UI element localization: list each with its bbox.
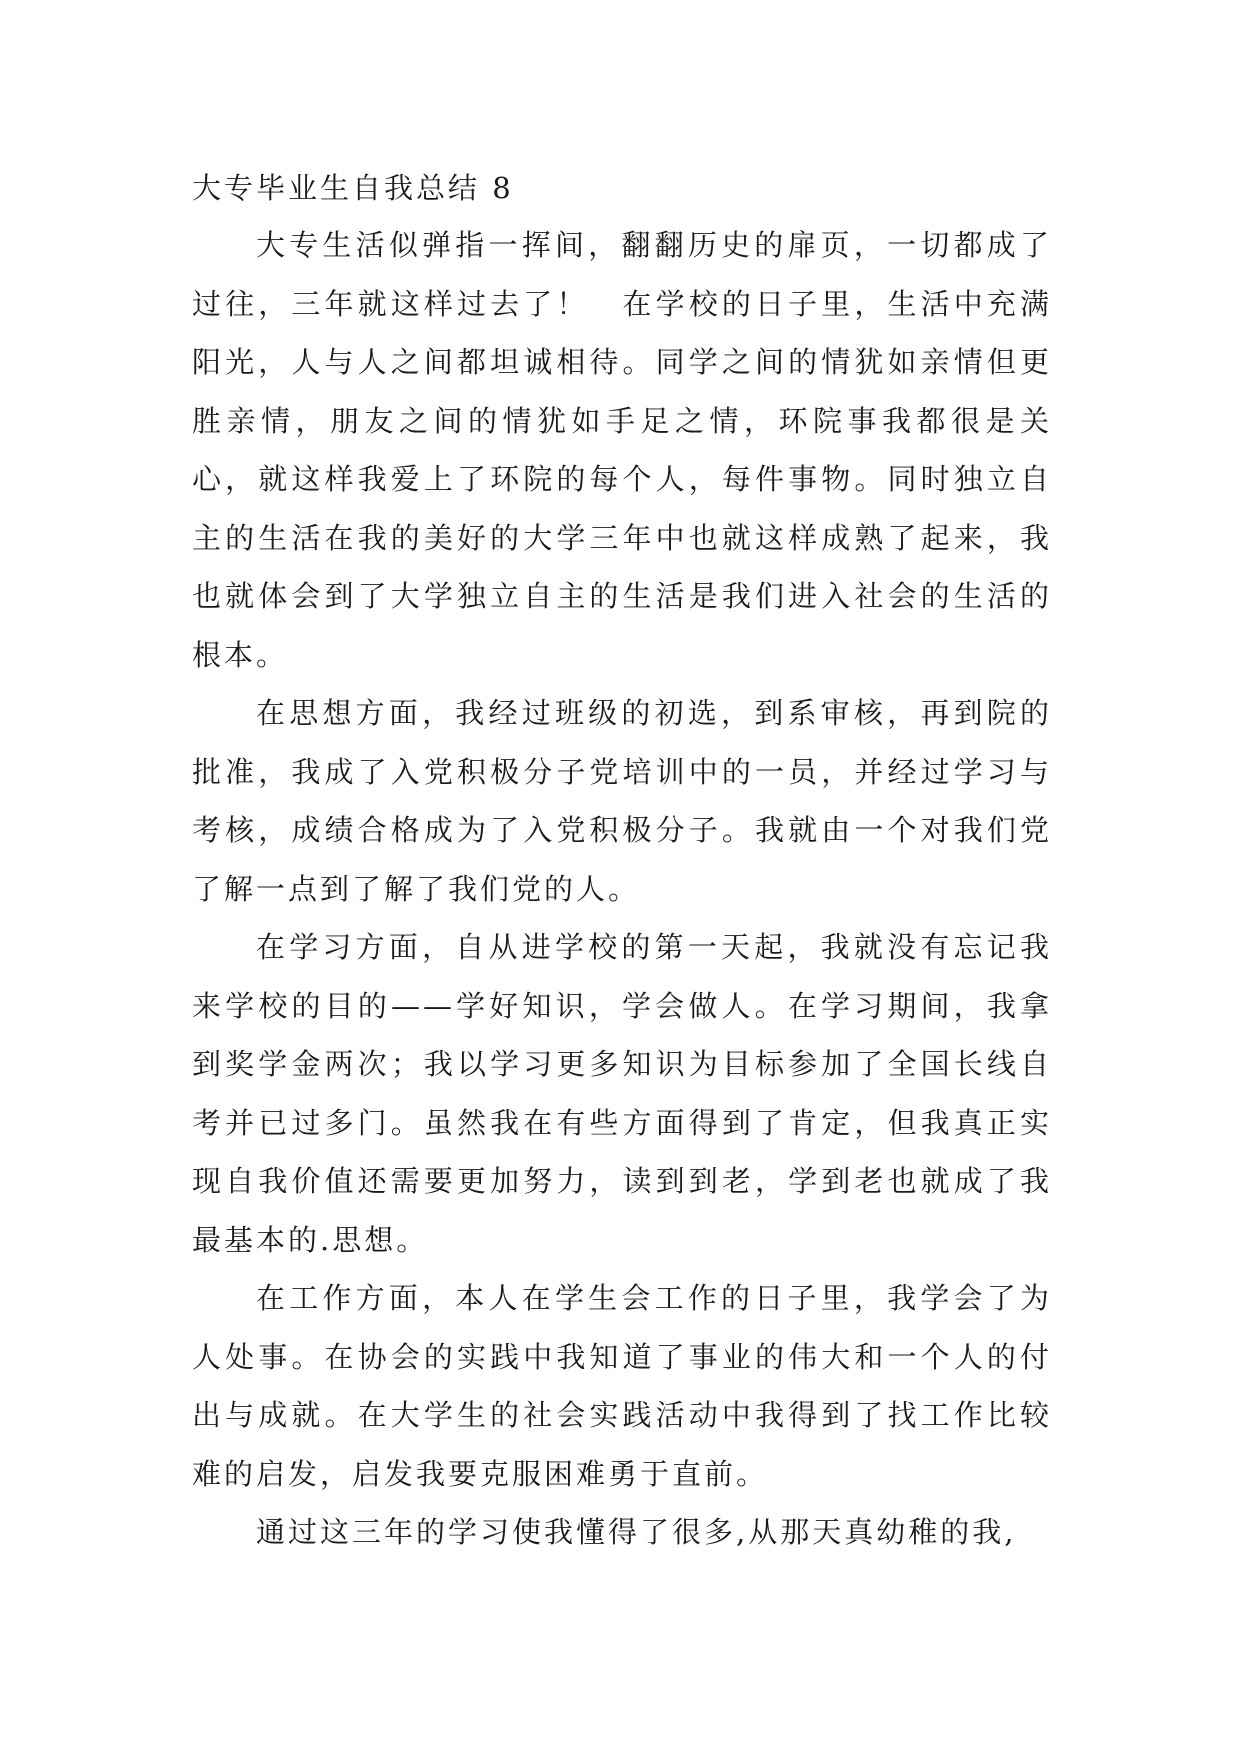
paragraph-study: 在学习方面，自从进学校的第一天起，我就没有忘记我来学校的目的——学好知识，学会做人。在学习期间，我拿到奖学金两次；我以学习更多知识为目标参加了全国长线自考并已过多门。虽然我在有些方面得到了肯定，但我真正实现自我价值还需要更加努力，读到到老，学到老也就成了我最基本的.思想。 (192, 930, 1052, 1257)
document-body (192, 160, 1052, 1562)
paragraph-intro: 大专生活似弹指一挥间，翻翻历史的扉页，一切都成了过往，三年就这样过去了！ 在学校的日子里，生活中充满阳光，人与人之间都坦诚相待。同学之间的情犹如亲情但更胜亲情，朋友之间的情犹如手足之情，环院事我都很是关心，就这样我爱上了环院的每个人，每件事物。同时独立自主的生活在我的美好的大学三年中也就这样成熟了起来，我也就体会到了大学独立自主的生活是我们进入社会的生活的根本。 (192, 228, 1052, 672)
paragraph-conclusion: 通过这三年的学习使我懂得了很多,从那天真幼稚的我, (256, 1515, 1017, 1549)
paragraph-work: 在工作方面，本人在学生会工作的日子里，我学会了为人处事。在协会的实践中我知道了事业的伟大和一个人的付出与成就。在大学生的社会实践活动中我得到了找工作比较难的启发，启发我要克服困难勇于直前。 (192, 1281, 1052, 1491)
paragraph-thought: 在思想方面，我经过班级的初选，到系审核，再到院的批准，我成了入党积极分子党培训中的一员，并经过学习与考核，成绩合格成为了入党积极分子。我就由一个对我们党了解一点到了解了我们党的人。 (192, 696, 1052, 906)
document-title: 大专毕业生自我总结 8 (192, 171, 514, 205)
